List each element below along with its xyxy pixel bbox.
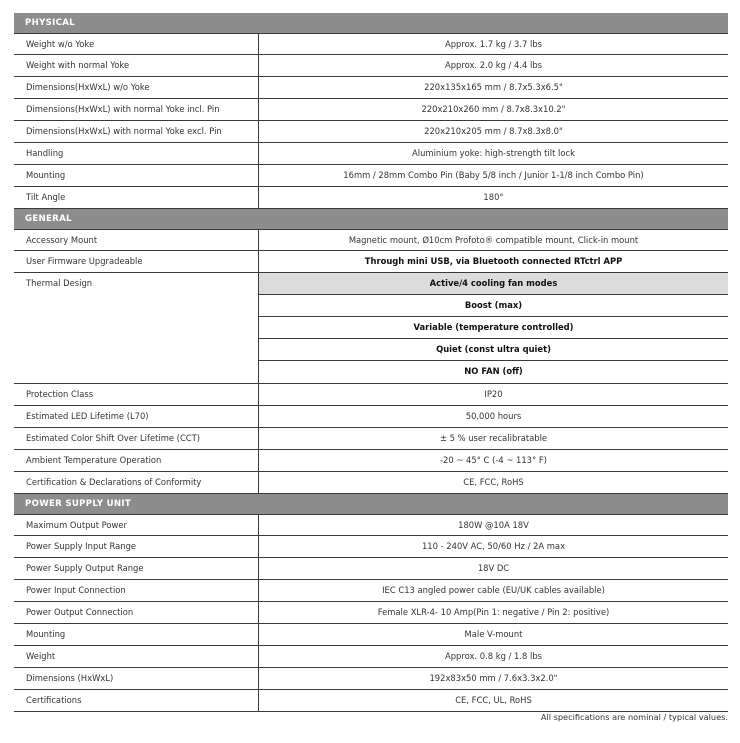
- spec-value: ± 5 % user recalibratable: [258, 428, 728, 449]
- spec-label: Certification & Declarations of Conformity: [26, 477, 202, 487]
- spec-row: [14, 428, 728, 450]
- spec-value: 110 - 240V AC, 50/60 Hz / 2A max: [258, 536, 728, 557]
- general-rows: [14, 230, 728, 494]
- spec-row: [14, 384, 728, 406]
- spec-label: Dimensions(HxWxL) with normal Yoke incl. Pin: [26, 104, 220, 114]
- footnote: All specifications are nominal / typical values.: [540, 712, 728, 722]
- physical-rows: [14, 34, 728, 209]
- section-header-power-supply: POWER SUPPLY UNIT: [14, 494, 728, 515]
- spec-label: Handling: [26, 148, 64, 158]
- section-header-general: GENERAL: [14, 209, 728, 230]
- spec-row: [14, 646, 728, 668]
- spec-value: Male V-mount: [258, 624, 728, 645]
- spec-label: Ambient Temperature Operation: [26, 455, 162, 465]
- spec-row: [14, 515, 728, 536]
- thermal-design-row: [14, 273, 728, 384]
- thermal-mode: Boost (max): [259, 295, 728, 317]
- power-rows: [14, 515, 728, 712]
- spec-value: 16mm / 28mm Combo Pin (Baby 5/8 inch / Junior 1-1/8 inch Combo Pin): [258, 165, 728, 186]
- spec-row: [14, 580, 728, 602]
- spec-row: [14, 602, 728, 624]
- spec-sheet: [14, 13, 728, 712]
- spec-label: Power Output Connection: [26, 607, 134, 617]
- spec-label: Weight w/o Yoke: [26, 39, 95, 49]
- spec-label: Estimated Color Shift Over Lifetime (CCT): [26, 433, 201, 443]
- spec-row: [14, 165, 728, 187]
- spec-row: [14, 690, 728, 712]
- spec-label: Dimensions(HxWxL) with normal Yoke excl. Pin: [26, 126, 222, 136]
- spec-label: Power Input Connection: [26, 585, 126, 595]
- thermal-mode: Variable (temperature controlled): [259, 317, 728, 339]
- spec-label: Accessory Mount: [26, 235, 98, 245]
- spec-value: Through mini USB, via Bluetooth connected RTctrl APP: [258, 251, 728, 272]
- spec-label: Weight: [26, 651, 56, 661]
- spec-label: Mounting: [26, 170, 66, 180]
- spec-value: Approx. 1.7 kg / 3.7 lbs: [258, 34, 728, 54]
- spec-label: Thermal Design: [26, 278, 93, 288]
- spec-row: [14, 77, 728, 99]
- spec-row: [14, 34, 728, 55]
- section-header-physical: PHYSICAL: [14, 13, 728, 34]
- spec-label: Weight with normal Yoke: [26, 60, 130, 70]
- spec-row: [14, 624, 728, 646]
- spec-label: Mounting: [26, 629, 66, 639]
- spec-value: CE, FCC, RoHS: [258, 472, 728, 493]
- spec-label: Power Supply Output Range: [26, 563, 144, 573]
- thermal-mode: Quiet (const ultra quiet): [259, 339, 728, 361]
- spec-value: IEC C13 angled power cable (EU/UK cables available): [258, 580, 728, 601]
- spec-row: [14, 143, 728, 165]
- spec-row: [14, 406, 728, 428]
- spec-label: Power Supply Input Range: [26, 541, 137, 551]
- spec-value: CE, FCC, UL, RoHS: [258, 690, 728, 711]
- spec-label: Certifications: [26, 695, 82, 705]
- spec-row: [14, 450, 728, 472]
- spec-value: Approx. 0.8 kg / 1.8 lbs: [258, 646, 728, 667]
- spec-row: [14, 230, 728, 251]
- spec-label: Estimated LED Lifetime (L70): [26, 411, 149, 421]
- spec-row: [14, 55, 728, 77]
- spec-value: Magnetic mount, Ø10cm Profoto® compatible mount, Click-in mount: [258, 230, 728, 250]
- spec-value: Aluminium yoke: high-strength tilt lock: [258, 143, 728, 164]
- spec-row: [14, 668, 728, 690]
- spec-value: 50,000 hours: [258, 406, 728, 427]
- spec-label: Dimensions (HxWxL): [26, 673, 114, 683]
- spec-value: -20 ~ 45° C (-4 ~ 113° F): [258, 450, 728, 471]
- spec-label: Protection Class: [26, 389, 94, 399]
- spec-value: 192x83x50 mm / 7.6x3.3x2.0": [258, 668, 728, 689]
- spec-value: IP20: [258, 384, 728, 405]
- spec-value: 180W @10A 18V: [258, 515, 728, 535]
- spec-label: Tilt Angle: [26, 192, 66, 202]
- spec-row: [14, 121, 728, 143]
- thermal-mode: NO FAN (off): [464, 366, 523, 376]
- thermal-modes-header: Active/4 cooling fan modes: [259, 273, 728, 295]
- spec-row: [14, 558, 728, 580]
- spec-row: [14, 536, 728, 558]
- thermal-modes: [258, 273, 728, 383]
- spec-value: 220x210x205 mm / 8.7x8.3x8.0": [258, 121, 728, 142]
- spec-row: [14, 187, 728, 209]
- spec-value: 220x135x165 mm / 8.7x5.3x6.5": [258, 77, 728, 98]
- spec-value: 18V DC: [258, 558, 728, 579]
- spec-value: Female XLR-4- 10 Amp(Pin 1: negative / Pin 2: positive): [258, 602, 728, 623]
- spec-value: Approx. 2.0 kg / 4.4 lbs: [258, 55, 728, 76]
- spec-value: 220x210x260 mm / 8.7x8.3x10.2": [258, 99, 728, 120]
- spec-label: User Firmware Upgradeable: [26, 256, 143, 266]
- spec-row: [14, 251, 728, 273]
- spec-row: [14, 472, 728, 494]
- spec-label: Dimensions(HxWxL) w/o Yoke: [26, 82, 150, 92]
- spec-value: 180°: [258, 187, 728, 208]
- spec-row: [14, 99, 728, 121]
- spec-label: Maximum Output Power: [26, 520, 128, 530]
